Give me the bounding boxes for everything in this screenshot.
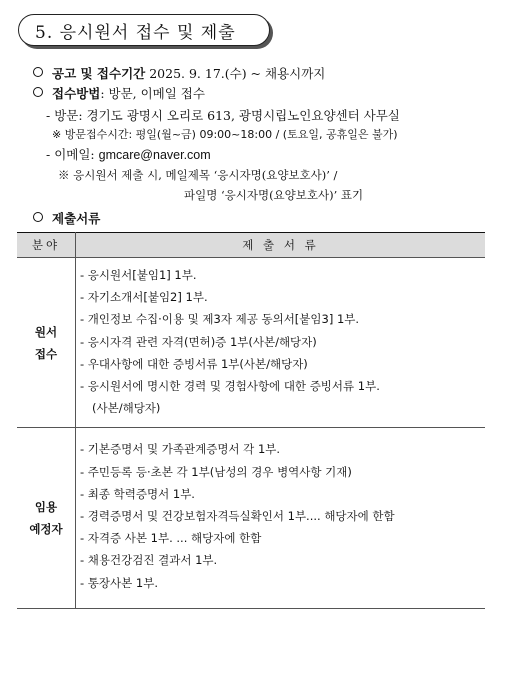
documents-table [17, 232, 485, 609]
list-item: - 기본증명서 및 가족관계증명서 각 1부. [80, 442, 281, 457]
docs-title-line [33, 209, 100, 227]
list-item: - 자기소개서[붙임2] 1부. [80, 290, 208, 305]
category-label: 원서 [34, 324, 58, 339]
documents-cell [76, 258, 486, 428]
list-item: - 최종 학력증명서 1부. [80, 486, 195, 501]
hollow-circle-bullet-icon [33, 67, 43, 77]
list-item: - 응시자격 관련 자격(면허)증 1부(사본/해당자) [80, 334, 317, 349]
visit-address: - 방문: 경기도 광명시 오리로 613, 광명시립노인요양센터 사무실 [46, 108, 400, 123]
list-item: - 통장사본 1부. [80, 575, 158, 590]
email-note-filename: 파일명 ‘응시자명(요양보호사)’ 표기 [184, 188, 364, 202]
method-value: : 방문, 이메일 접수 [100, 86, 205, 101]
list-item: - 응시원서에 명시한 경력 및 경험사항에 대한 증빙서류 1부. [80, 379, 380, 394]
list-item-continuation: (사본/해당자) [92, 401, 161, 416]
section-heading: 5. 응시원서 접수 및 제출 [18, 14, 270, 46]
hollow-circle-bullet-icon [33, 87, 43, 97]
hollow-circle-bullet-icon [33, 212, 43, 222]
schedule-value: 2025. 9. 17.(수) ~ 채용시까지 [149, 66, 326, 81]
schedule-label: 공고 및 접수기간 [52, 66, 146, 81]
list-item: - 자격증 사본 1부. ... 해당자에 한함 [80, 531, 262, 546]
list-item: - 응시원서[붙임1] 1부. [80, 268, 197, 282]
table-row [17, 258, 485, 428]
list-item: - 개인정보 수집·이용 및 제3자 제공 동의서[붙임3] 1부. [80, 312, 360, 327]
category-label: 임용 [34, 500, 58, 515]
email-label: - 이메일: [46, 147, 95, 162]
category-cell [17, 428, 76, 608]
method-line [33, 84, 205, 102]
list-item: - 경력증명서 및 건강보험자격득실확인서 1부.... 해당자에 한함 [80, 509, 395, 524]
list-item: - 주민등록 등·초본 각 1부(남성의 경우 병역사항 기재) [80, 464, 352, 479]
docs-title: 제출서류 [52, 211, 101, 226]
table-header-row [17, 233, 485, 258]
header-category: 분야 [17, 233, 76, 258]
header-documents: 제 출 서 류 [76, 233, 486, 258]
email-note-subject: ※ 응시원서 제출 시, 메일제목 ‘응시자명(요양보호사)’ / [58, 168, 338, 182]
category-label: 예정자 [29, 522, 63, 537]
documents-cell [76, 428, 486, 608]
list-item: - 채용건강검진 결과서 1부. [80, 553, 218, 568]
email-line [46, 145, 211, 163]
visit-hours-note: ※ 방문접수시간: 평일(월~금) 09:00~18:00 / (토요일, 공휴일은 불가) [52, 128, 398, 141]
email-address[interactable]: gmcare@naver.com [98, 148, 211, 162]
method-label: 접수방법 [52, 86, 101, 101]
schedule-line [33, 64, 325, 82]
list-item: - 우대사항에 대한 증빙서류 1부(사본/해당자) [80, 356, 308, 371]
category-label: 접수 [34, 346, 58, 361]
table-row [17, 428, 485, 608]
category-cell [17, 258, 76, 428]
